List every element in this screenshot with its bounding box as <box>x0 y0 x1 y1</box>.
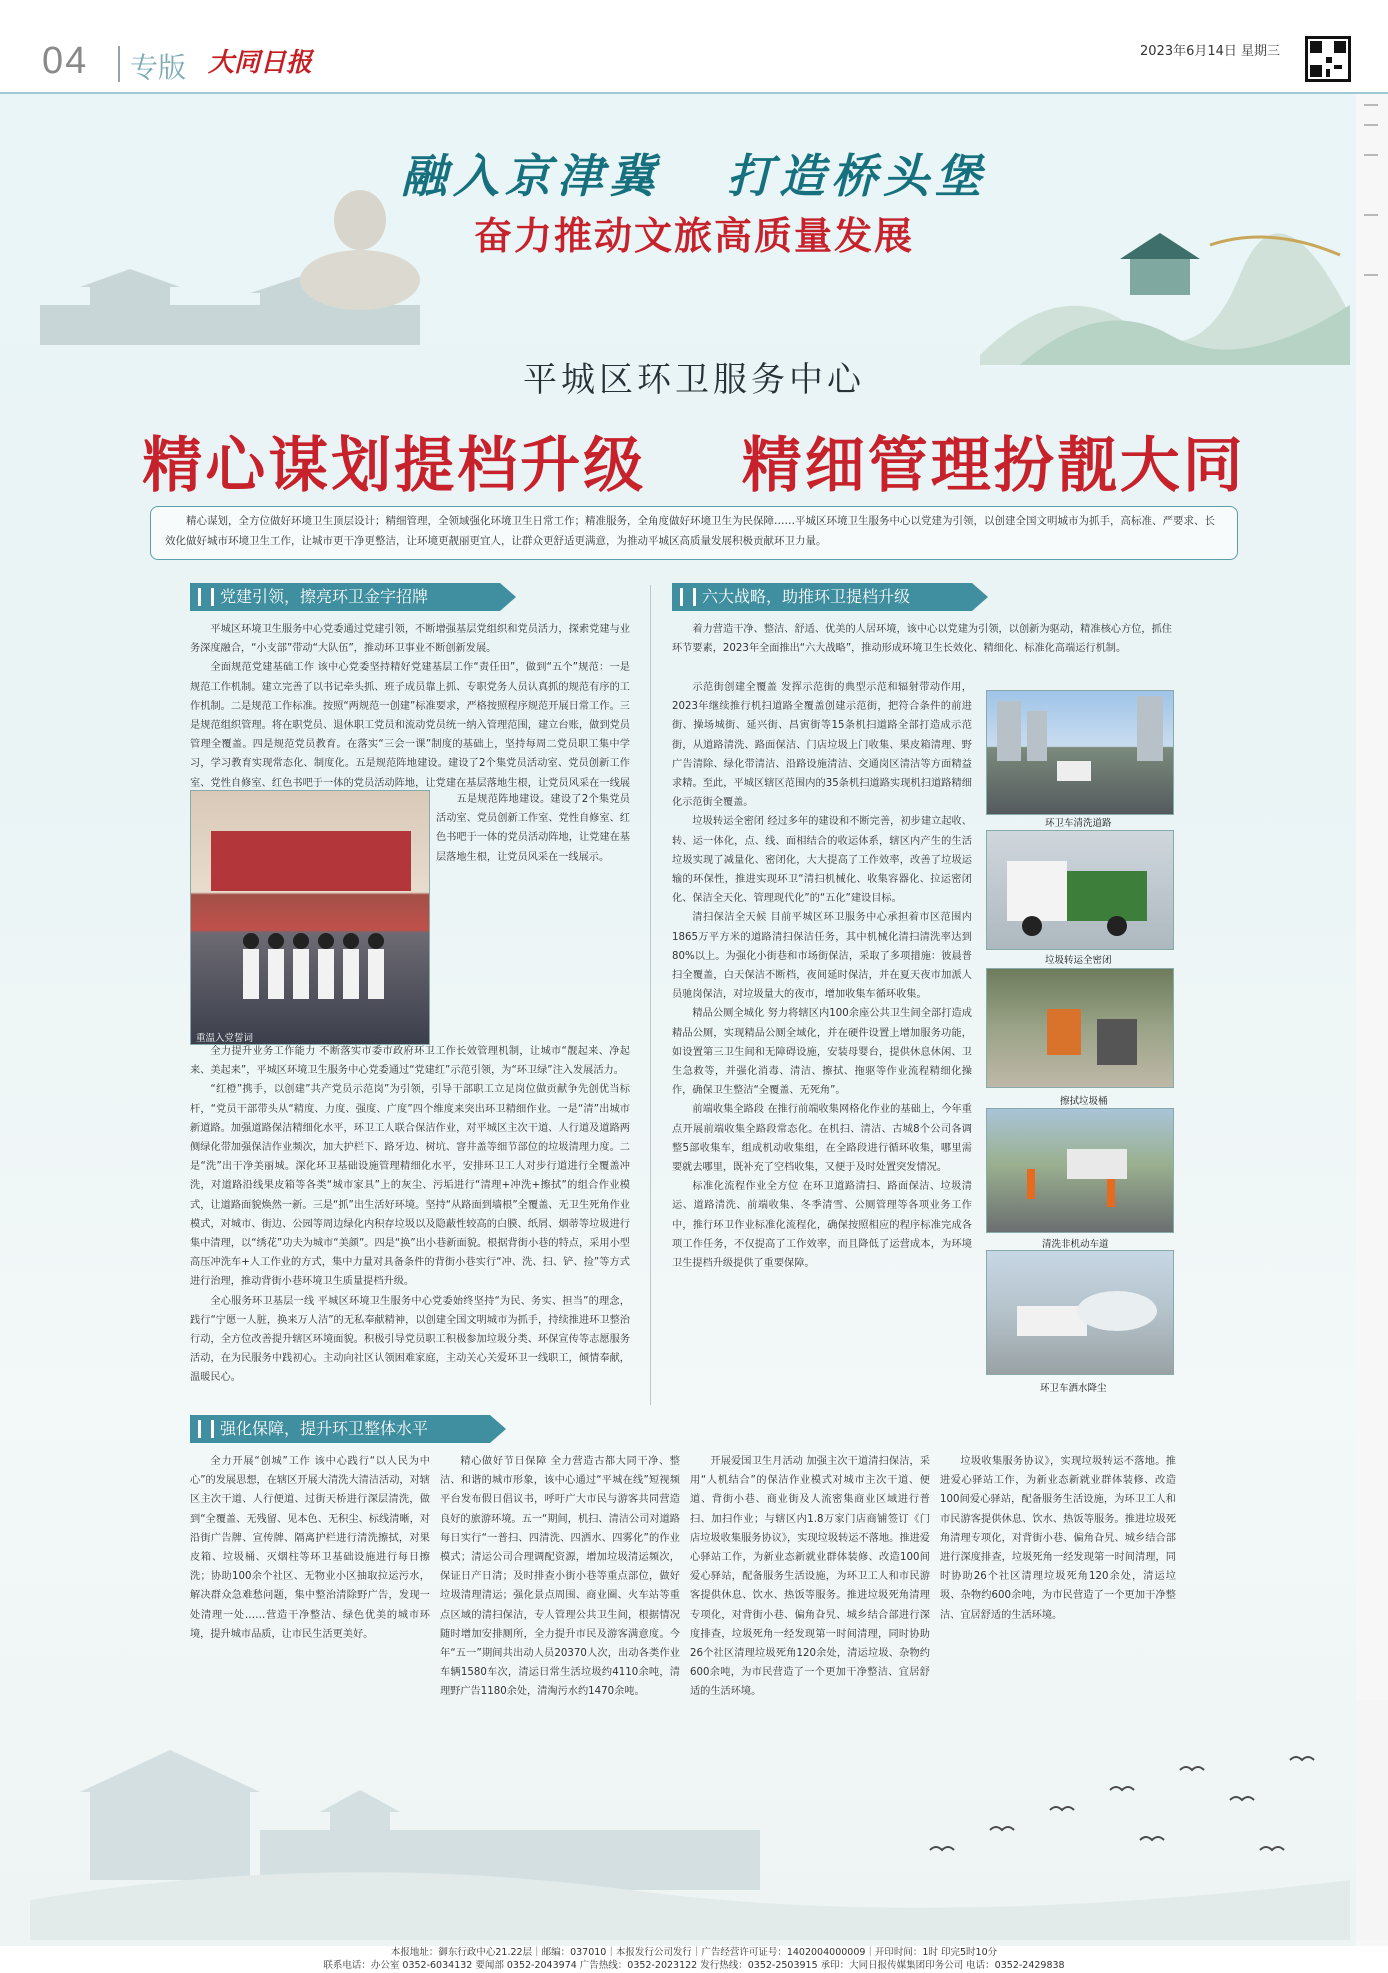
photo-lane-washing <box>986 1108 1174 1233</box>
s3-column-3: 开展爱国卫生月活动 加强主次干道清扫保洁，采用“人机结合”的保洁作业模式对城市主次干道、便道、背街小巷、商业街及人流密集商业区域进行普扫、加扫作业；与辖区内1.8万家门店商铺签订《门店垃圾收集服务协议》，实现垃圾转运不落地。推进爱心驿站工作，为新业态新就业群体装修、改造100间爱心驿站，配备服务生活设施，为环卫工人和市民游客提供休息、饮水、热饭等服务。推进垃圾死角清理专项化，对背街小巷、偏角旮旯、城乡结合部进行深度排查，垃圾死角一经发现第一时间清理，同时协助26个社区清理垃圾死角120余处，清运垃圾、杂物约600余吨，为市民营造了一个更加干净整洁、宜居舒适的生活环境。 <box>690 1456 930 1698</box>
qr-code-icon <box>1305 36 1351 82</box>
photo-bin-wiping <box>986 968 1174 1088</box>
section-heading-party: 党建引领，擦亮环卫金字招牌 <box>190 583 500 611</box>
page-number: 04 <box>42 40 89 82</box>
column-rule <box>650 585 651 1405</box>
s2-paragraph-1: 着力营造干净、整洁、舒适、优美的人居环境，该中心以党建为引领，以创新为驱动，精准核心方位，抓住环节要素，2023年全面推出“六大战略”，推动形成环境卫生长效化、精细化、标准化高端运行机制。 <box>672 624 1172 655</box>
s1-paragraph-2: 全力提升业务工作能力 不断落实市委市政府环卫工作长效管理机制，让城市“靓起来、净起来、美起来”，平城区环境卫生服务中心党委通过“党建红”示范引领，为“环卫绿”注入发展活力。 “红橙”携手，以创建”共产党员示范岗”为引领，引导干部职工立足岗位做贡献争先创优当标杆，“党员干部带头从“精度、力度、强度、广度”四个维度来突出环卫精细作业。一是“清”出城市新道路。加强道路保洁精细化水平，环卫工人联合保洁作业，对平城区主次干道、人行道及道路两侧绿化带加强保洁作业频次，加大护栏下、路牙边、树坑、窨井盖等细节部位的垃圾清理力度。二是“洗”出干净美丽城。深化环卫基础设施管理精细化水平，安排环卫工人对步行道进行全覆盖冲洗，对道路沿线果皮箱等各类“城市家具”上的灰尘、污垢进行“清理+冲洗+擦拭”的组合作业模式，让道路面貌焕然一新。三是“抓”出生活好环境。坚持“从路面到墙根”全覆盖、无卫生死角作业模式，对城市、街边、公园等周边绿化内积存垃圾以及隐蔽性较高的白膜、纸屑、烟蒂等垃圾进行集中清理，以“绣花”功夫为城市“美颜”。四是“换”出小巷新面貌。根据背街小巷的特点，采用小型高压冲洗车+人工作业的方式，集中力量对具备条件的背街小巷实行“冲、洗、扫、铲、捡”等方式进行治理，推动背街小巷环境卫生质量提档升级。 全心服务环卫基层一线 平城区环境卫生服务中心党委始终坚持“为民、务实、担当”的理念，践行“宁愿一人脏，换来万人洁”的无私奉献精神，以创建全国文明城市为抓手，持续推进环卫整治行动，全方位改善提升辖区环境面貌。积极引导党员职工积极参加垃圾分类、环保宣传等志愿服务活动，在为民服务中践初心。主动向社区认领困难家庭，主动关心关爱环卫一线职工，倾情奉献，温暖民心。 <box>190 1046 630 1384</box>
s3-column-1: 全力开展“创城”工作 该中心践行“以人民为中心”的发展思想，在辖区开展大清洗大清洁活动，对辖区主次干道、人行便道、过街天桥进行深层清洗，做到“全覆盖、无残留、见本色、无积尘、标线清晰，对沿街广告牌、宣传牌、隔离护栏进行清洗擦拭，对果皮箱、垃圾桶、灭烟柱等环卫基础设施进行每日擦洗；协助100余个社区、无物业小区抽取拉运污水，解决群众急难愁问题，集中整治清除野广告，发现一处清理一处……营造干净整洁、绿色优美的城市环境，提升城市品质，让市民生活更美好。 <box>190 1456 430 1640</box>
photo-oath-ceremony <box>190 790 430 1045</box>
s1-paragraph-wrap: 五是规范阵地建设。建设了2个集党员活动室、党员创新工作室、党性自修室、红色书吧于一体的党员活动阵地，让党建在基层落地生根，让党员风采在一线展示。 <box>436 794 630 863</box>
caption-oath: 重温入党誓词 <box>196 1033 254 1044</box>
s1-paragraph: 平城区环境卫生服务中心党委通过党建引领，不断增强基层党组织和党员活力，探索党建与业务深度融合，“小支部”带动“大队伍”，推动环卫事业不断创新发展。 全面规范党建基础工作 该中心党委坚持精好党建基层工作“责任田”，做到“五个”规范：一是规范工作机制。建立完善了以书记牵头抓、班子成员靠上抓、专职党务人员认真抓的规范有序的工作机制。二是规范工作标准。按照“两规范一创建”标准要求，严格按照程序规范开展日常工作。三是规范组织管理。将在职党员、退休职工党员和流动党员统一纳入管理范围，建立台账，做到党员管理全覆盖。四是规范党员教育。在落实“三会一课”制度的基础上，坚持每周二党员职工集中学习，学习教育实现常态化、制度化。五是规范阵地建设。建设了2个集党员活动室、党员创新工作室、党性自修室、红色书吧于一体的党员活动阵地，让党建在基层落地生根，让党员风采在一线展 <box>190 624 630 789</box>
photo-garbage-truck <box>986 830 1174 950</box>
side-margin-lower <box>1356 1700 1388 1940</box>
masthead-rule <box>0 92 1388 94</box>
s3-column-2: 精心做好节日保障 全力营造古都大同干净、整洁、和谐的城市形象，该中心通过“平城在线”短视频平台发布假日倡议书，呼吁广大市民与游客共同营造良好的旅游环境。五一“期间，机扫、清洁公司对道路每日实行“一普扫、四清洗、四洒水、四雾化”的作业模式；清运公司合理调配资源，增加垃圾清运频次，保证日产日清；及时排查小街小巷等重点部位，做好垃圾清理清运；强化景点周围、商业圈、火车站等重点区域的清扫保洁，专人管理公共卫生间，根据情况随时增加安排厕所，全力提升市民及游客满意度。今年“五一”期间共出动人员20370人次，出动各类作业车辆1580车次，清运日常生活垃圾约4110余吨，清理野广告1180余处，清淘污水约1470余吨。 <box>440 1456 680 1698</box>
caption-bin-wiping: 擦拭垃圾桶 <box>1060 1096 1108 1107</box>
article-intro: 精心谋划，全方位做好环境卫生顶层设计；精细管理，全领域强化环境卫生日常工作；精准服务，全角度做好环境卫生为民保障……平城区环境卫生服务中心以党建为引领，以创建全国文明城市为抓手，高标准、严要求、长效化做好城市环境卫生工作，让城市更干净更整洁，让环境更靓丽更宜人，让群众更舒适更满意，为推动平城区高质量发展积极贡献环卫力量。 <box>150 506 1238 560</box>
banner-slogan: 融入京津冀 打造桥头堡 <box>400 149 988 203</box>
article-headline: 精心谋划提档升级 精细管理扮靓大同 <box>142 431 1246 501</box>
footer <box>0 1946 1388 1973</box>
caption-sprinkler: 环卫车洒水降尘 <box>1040 1383 1107 1394</box>
article-organization: 平城区环卫服务中心 <box>523 360 865 400</box>
newspaper-logo: 大同日报 <box>208 48 313 78</box>
photo-sprinkler <box>986 1250 1174 1375</box>
photo-street-cleaning <box>986 690 1174 815</box>
footer-address: 本报地址：御东行政中心21.22层｜邮编：037010｜本报发行公司发行｜广告经营许可证号：1402004000009｜开印时间：1时 印完5时10分 <box>390 1947 998 1958</box>
caption-garbage-truck: 垃圾转运全密闭 <box>1045 955 1112 966</box>
banner-subtitle: 奋力推动文旅高质量发展 <box>473 214 914 258</box>
footer-contacts: 联系电话：办公室 0352-6034132 要闻部 0352-2043974 广告热线：0352-2023122 发行热线：0352-2503915 承印：大同日报传媒集团印务公司 电话：0352-2429838 <box>323 1960 1065 1971</box>
masthead-divider <box>118 46 120 82</box>
caption-lane-washing: 清洗非机动车道 <box>1042 1239 1109 1250</box>
caption-street-cleaning: 环卫车清洗道路 <box>1045 818 1112 829</box>
s3-column-4: 垃圾收集服务协议》，实现垃圾转运不落地。推进爱心驿站工作，为新业态新就业群体装修、改造100间爱心驿站，配备服务生活设施，为环卫工人和市民游客提供休息、饮水、热饭等服务。推进垃圾死角清理专项化，对背街小巷、偏角旮旯、城乡结合部进行深度排查，垃圾死角一经发现第一时间清理，同时协助26个社区清理垃圾死角120余处，清运垃圾、杂物约600余吨，为市民营造了一个更加干净整洁、宜居舒适的生活环境。 <box>940 1456 1176 1621</box>
issue-date: 2023年6月14日 星期三 <box>1140 44 1281 59</box>
section-label: 专版 <box>130 52 187 83</box>
section-heading-strategy: 六大战略，助推环卫提档升级 <box>672 583 972 611</box>
s2-paragraphs: 示范街创建全覆盖 发挥示范街的典型示范和辐射带动作用，2023年继续推行机扫道路全覆盖创建示范街，把符合条件的前进街、操场城街、延兴街、昌寅街等15条机扫道路全部打造成示范街，从道路清洗、路面保洁、门店垃圾上门收集、果皮箱清理、野广告清除、绿化带清洁、沿路设施清洁、交通岗区清洁等方面精益求精。至此，平城区辖区范围内的35条机扫道路实现机扫道路精细化示范街全覆盖。 垃圾转运全密闭 经过多年的建设和不断完善，初步建立起收、转、运一体化，点、线、面相结合的收运体系，辖区内产生的生活垃圾实现了减量化、密闭化，大大提高了工作效率，改善了垃圾运输的环保性，推进实现环卫“清扫机械化、收集容器化、拉运密闭化、保洁全天化、管理现代化”的“五化”建设目标。 清扫保洁全天候 目前平城区环卫服务中心承担着市区范围内1865万平方米的道路清扫保洁任务，其中机械化清扫清洗率达到80%以上。为强化小街巷和市场街保洁，采取了多项措施：彼晨普扫全覆盖，白天保洁不断档，夜间延时保洁，并在夏天夜市加派人员驰岗保洁，对垃圾量大的夜市，增加收集车循环收集。 精品公厕全城化 努力将辖区内100余座公共卫生间全部打造成精品公厕，实现精品公厕全域化，并在硬件设置上增加服务功能，如设置第三卫生间和无障碍设施，安装母婴台，提供休息休闲、卫生急救等，并强化消毒、清洁、擦拭、拖驱等作业流程精细化操作，确保卫生整洁“全覆盖、无死角”。 前端收集全路段 在推行前端收集网格化作业的基础上，今年重点开展前端收集全路段常态化。在机扫、清洁、古城8个公司各调整5部收集车，组成机动收集组，在全路段进行循环收集，哪里需要就去哪里，既补充了空档收集，又便于及时处置突发情况。 标准化流程作业全方位 在环卫道路清扫、路面保洁、垃圾清运、道路清洗、前端收集、冬季清雪、公厕管理等各项业务工作中，推行环卫作业标准化流程化，确保按照相应的程序标准完成各项工作任务，不仅提高了工作效率，而且降低了运营成本，为环境卫生提档升级提供了重要保障。 <box>672 682 972 1270</box>
section-heading-guarantee: 强化保障，提升环卫整体水平 <box>190 1415 490 1443</box>
city-wall-birds-illustration <box>30 1680 1350 1940</box>
